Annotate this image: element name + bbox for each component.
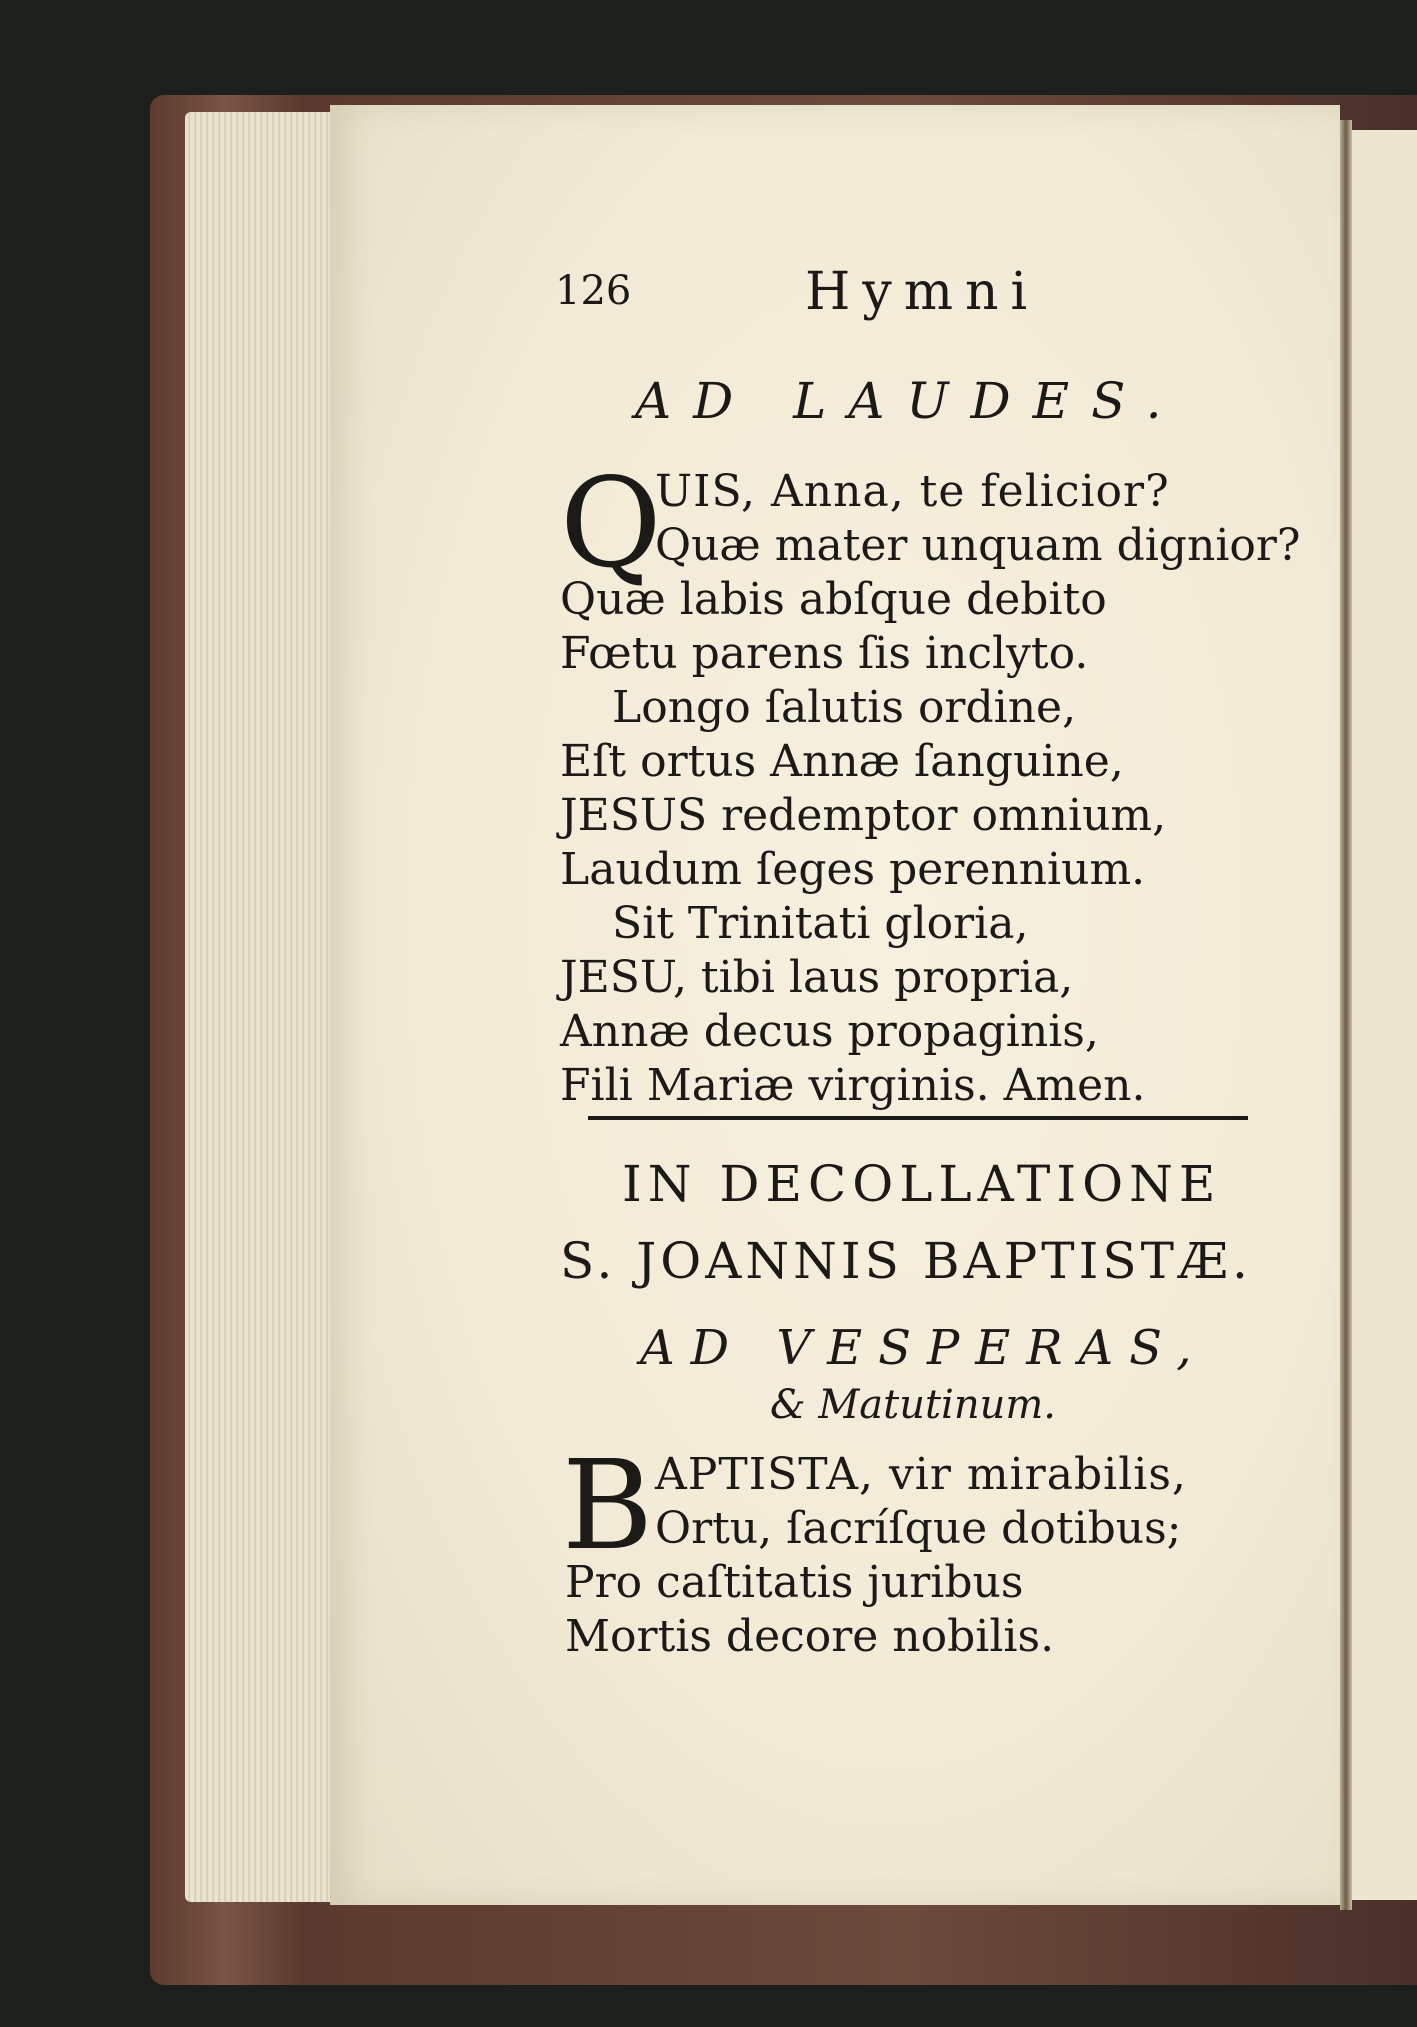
feast-title-line-1: IN DECOLLATIONE	[622, 1155, 1222, 1213]
section-divider-rule	[588, 1116, 1248, 1120]
verse-line-8: Laudum ſeges perennium.	[560, 844, 1146, 895]
verse-line-2: Quæ mater unquam dignior?	[655, 520, 1301, 571]
section-subheading-matutinum: & Matutinum.	[770, 1382, 1056, 1428]
verse-line-10: JESU, tibi laus propria,	[560, 952, 1074, 1003]
verse-line-6: Eſt ortus Annæ ſanguine,	[560, 736, 1124, 787]
facing-page-edge	[1352, 130, 1417, 1900]
section-heading-ad-vesperas: AD VESPERAS,	[640, 1320, 1208, 1376]
book-gutter	[1340, 120, 1352, 1910]
drop-cap-b: B	[562, 1434, 654, 1578]
verse-line-3: Quæ labis abſque debito	[560, 574, 1107, 625]
verse-line-13: APTISTA, vir mirabilis,	[655, 1449, 1187, 1500]
verse-line-9: Sit Trinitati gloria,	[612, 898, 1029, 949]
drop-cap-q: Q	[560, 452, 662, 596]
verse-line-14: Ortu, ſacríſque dotibus;	[655, 1503, 1182, 1554]
verse-line-15: Pro caſtitatis juribus	[565, 1557, 1024, 1608]
verse-line-1: UIS, Anna, te felicior?	[655, 466, 1170, 517]
verse-line-5: Longo ſalutis ordine,	[612, 682, 1077, 733]
page-edges	[185, 112, 345, 1902]
page-number: 126	[555, 268, 632, 314]
running-head: Hymni	[805, 262, 1040, 322]
section-heading-ad-laudes: AD LAUDES.	[635, 372, 1184, 430]
feast-title-line-2: S. JOANNIS BAPTISTÆ.	[560, 1232, 1252, 1290]
verse-line-11: Annæ decus propaginis,	[560, 1006, 1099, 1057]
verse-line-4: Fœtu parens ſis inclyto.	[560, 628, 1089, 679]
verse-line-7: JESUS redemptor omnium,	[560, 790, 1167, 841]
verse-line-16: Mortis decore nobilis.	[565, 1611, 1055, 1662]
verse-line-12: Fili Mariæ virginis. Amen.	[560, 1060, 1146, 1111]
